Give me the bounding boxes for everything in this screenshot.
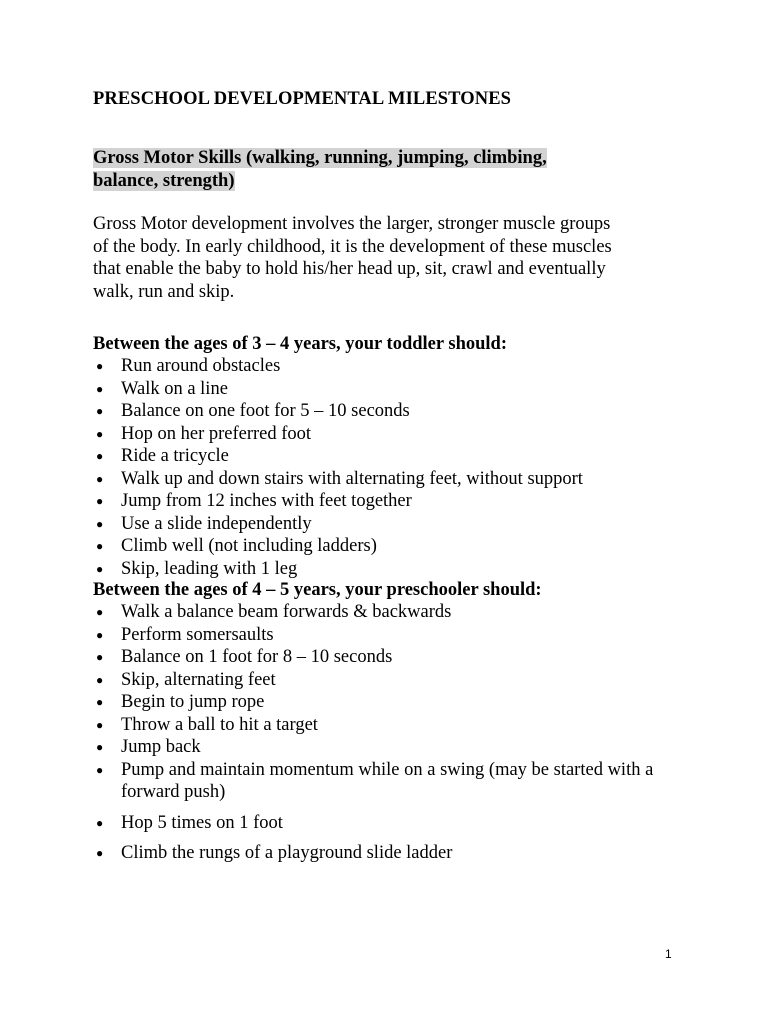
list-item: ● Ride a tricycle xyxy=(96,446,229,466)
bullet-icon: ● xyxy=(96,471,104,486)
bullet-icon: ● xyxy=(96,359,104,373)
intro-line: that enable the baby to hold his/her head up, sit, crawl and eventually xyxy=(93,259,606,279)
list-item: ● Perform somersaults xyxy=(96,624,274,645)
list-item: ● Run around obstacles xyxy=(96,356,281,376)
bullet-icon: ● xyxy=(96,404,104,418)
page-title: PRESCHOOL DEVELOPMENTAL MILESTONES xyxy=(93,89,512,109)
intro-line: walk, run and skip. xyxy=(93,281,235,302)
list-item: ● Climb well (not including ladders) xyxy=(96,536,377,556)
list-item: ● Balance on 1 foot for 8 – 10 seconds xyxy=(96,647,393,667)
section-heading-line2: balance, strength) xyxy=(93,170,235,191)
list-item: ● Jump from 12 inches with feet together xyxy=(96,491,412,511)
bullet-icon: ● xyxy=(96,627,104,642)
bullet-icon: ● xyxy=(96,815,104,830)
list-item: ● Begin to jump rope xyxy=(96,692,265,712)
age-group-heading-3-4: Between the ages of 3 – 4 years, your toddler should: xyxy=(93,334,508,354)
milestone-list-3-4 xyxy=(93,355,583,580)
section-heading xyxy=(93,147,633,192)
page-number: 1 xyxy=(665,947,672,961)
list-item: ● Hop 5 times on 1 foot xyxy=(96,812,283,833)
bullet-icon: ● xyxy=(96,494,104,508)
age-group-heading-4-5: Between the ages of 4 – 5 years, your preschooler should: xyxy=(93,580,542,600)
list-item: ● Walk a balance beam forwards & backwards xyxy=(96,602,452,622)
bullet-icon: ● xyxy=(96,650,104,664)
bullet-icon: ● xyxy=(96,605,104,619)
bullet-icon: ● xyxy=(96,516,104,531)
section-heading-line1: Gross Motor Skills (walking, running, jumping, climbing, xyxy=(93,148,547,168)
list-item: ● Walk on a line xyxy=(96,378,228,399)
list-item: ● Throw a ball to hit a target xyxy=(96,714,318,735)
bullet-icon: ● xyxy=(96,740,104,754)
bullet-icon: ● xyxy=(96,449,104,463)
milestone-list-4-5 xyxy=(93,601,681,865)
bullet-icon: ● xyxy=(96,762,104,777)
list-item: ● Jump back xyxy=(96,737,201,757)
bullet-icon: ● xyxy=(96,672,104,687)
bullet-icon: ● xyxy=(96,381,104,396)
bullet-icon: ● xyxy=(96,426,104,441)
intro-line: Gross Motor development involves the larger, stronger muscle groups xyxy=(93,214,611,234)
bullet-icon: ● xyxy=(96,695,104,709)
list-item: ● Hop on her preferred foot xyxy=(96,423,312,444)
list-item: ● Skip, alternating feet xyxy=(96,669,276,690)
list-item: ● Balance on one foot for 5 – 10 seconds xyxy=(96,401,410,421)
intro-line: of the body. In early childhood, it is the development of these muscles xyxy=(93,236,612,257)
list-item: ● Skip, leading with 1 leg xyxy=(96,558,298,579)
bullet-icon: ● xyxy=(96,717,104,732)
list-item: ● Climb the rungs of a playground slide ladder xyxy=(96,843,453,863)
intro-paragraph xyxy=(93,213,683,303)
list-item: ● Use a slide independently xyxy=(96,513,312,534)
list-item: ● Pump and maintain momentum while on a swing (may be started with a forward push) xyxy=(96,759,654,802)
bullet-icon: ● xyxy=(96,846,104,860)
bullet-icon: ● xyxy=(96,561,104,576)
bullet-icon: ● xyxy=(96,539,104,553)
list-item: ● Walk up and down stairs with alternating feet, without support xyxy=(96,468,583,489)
